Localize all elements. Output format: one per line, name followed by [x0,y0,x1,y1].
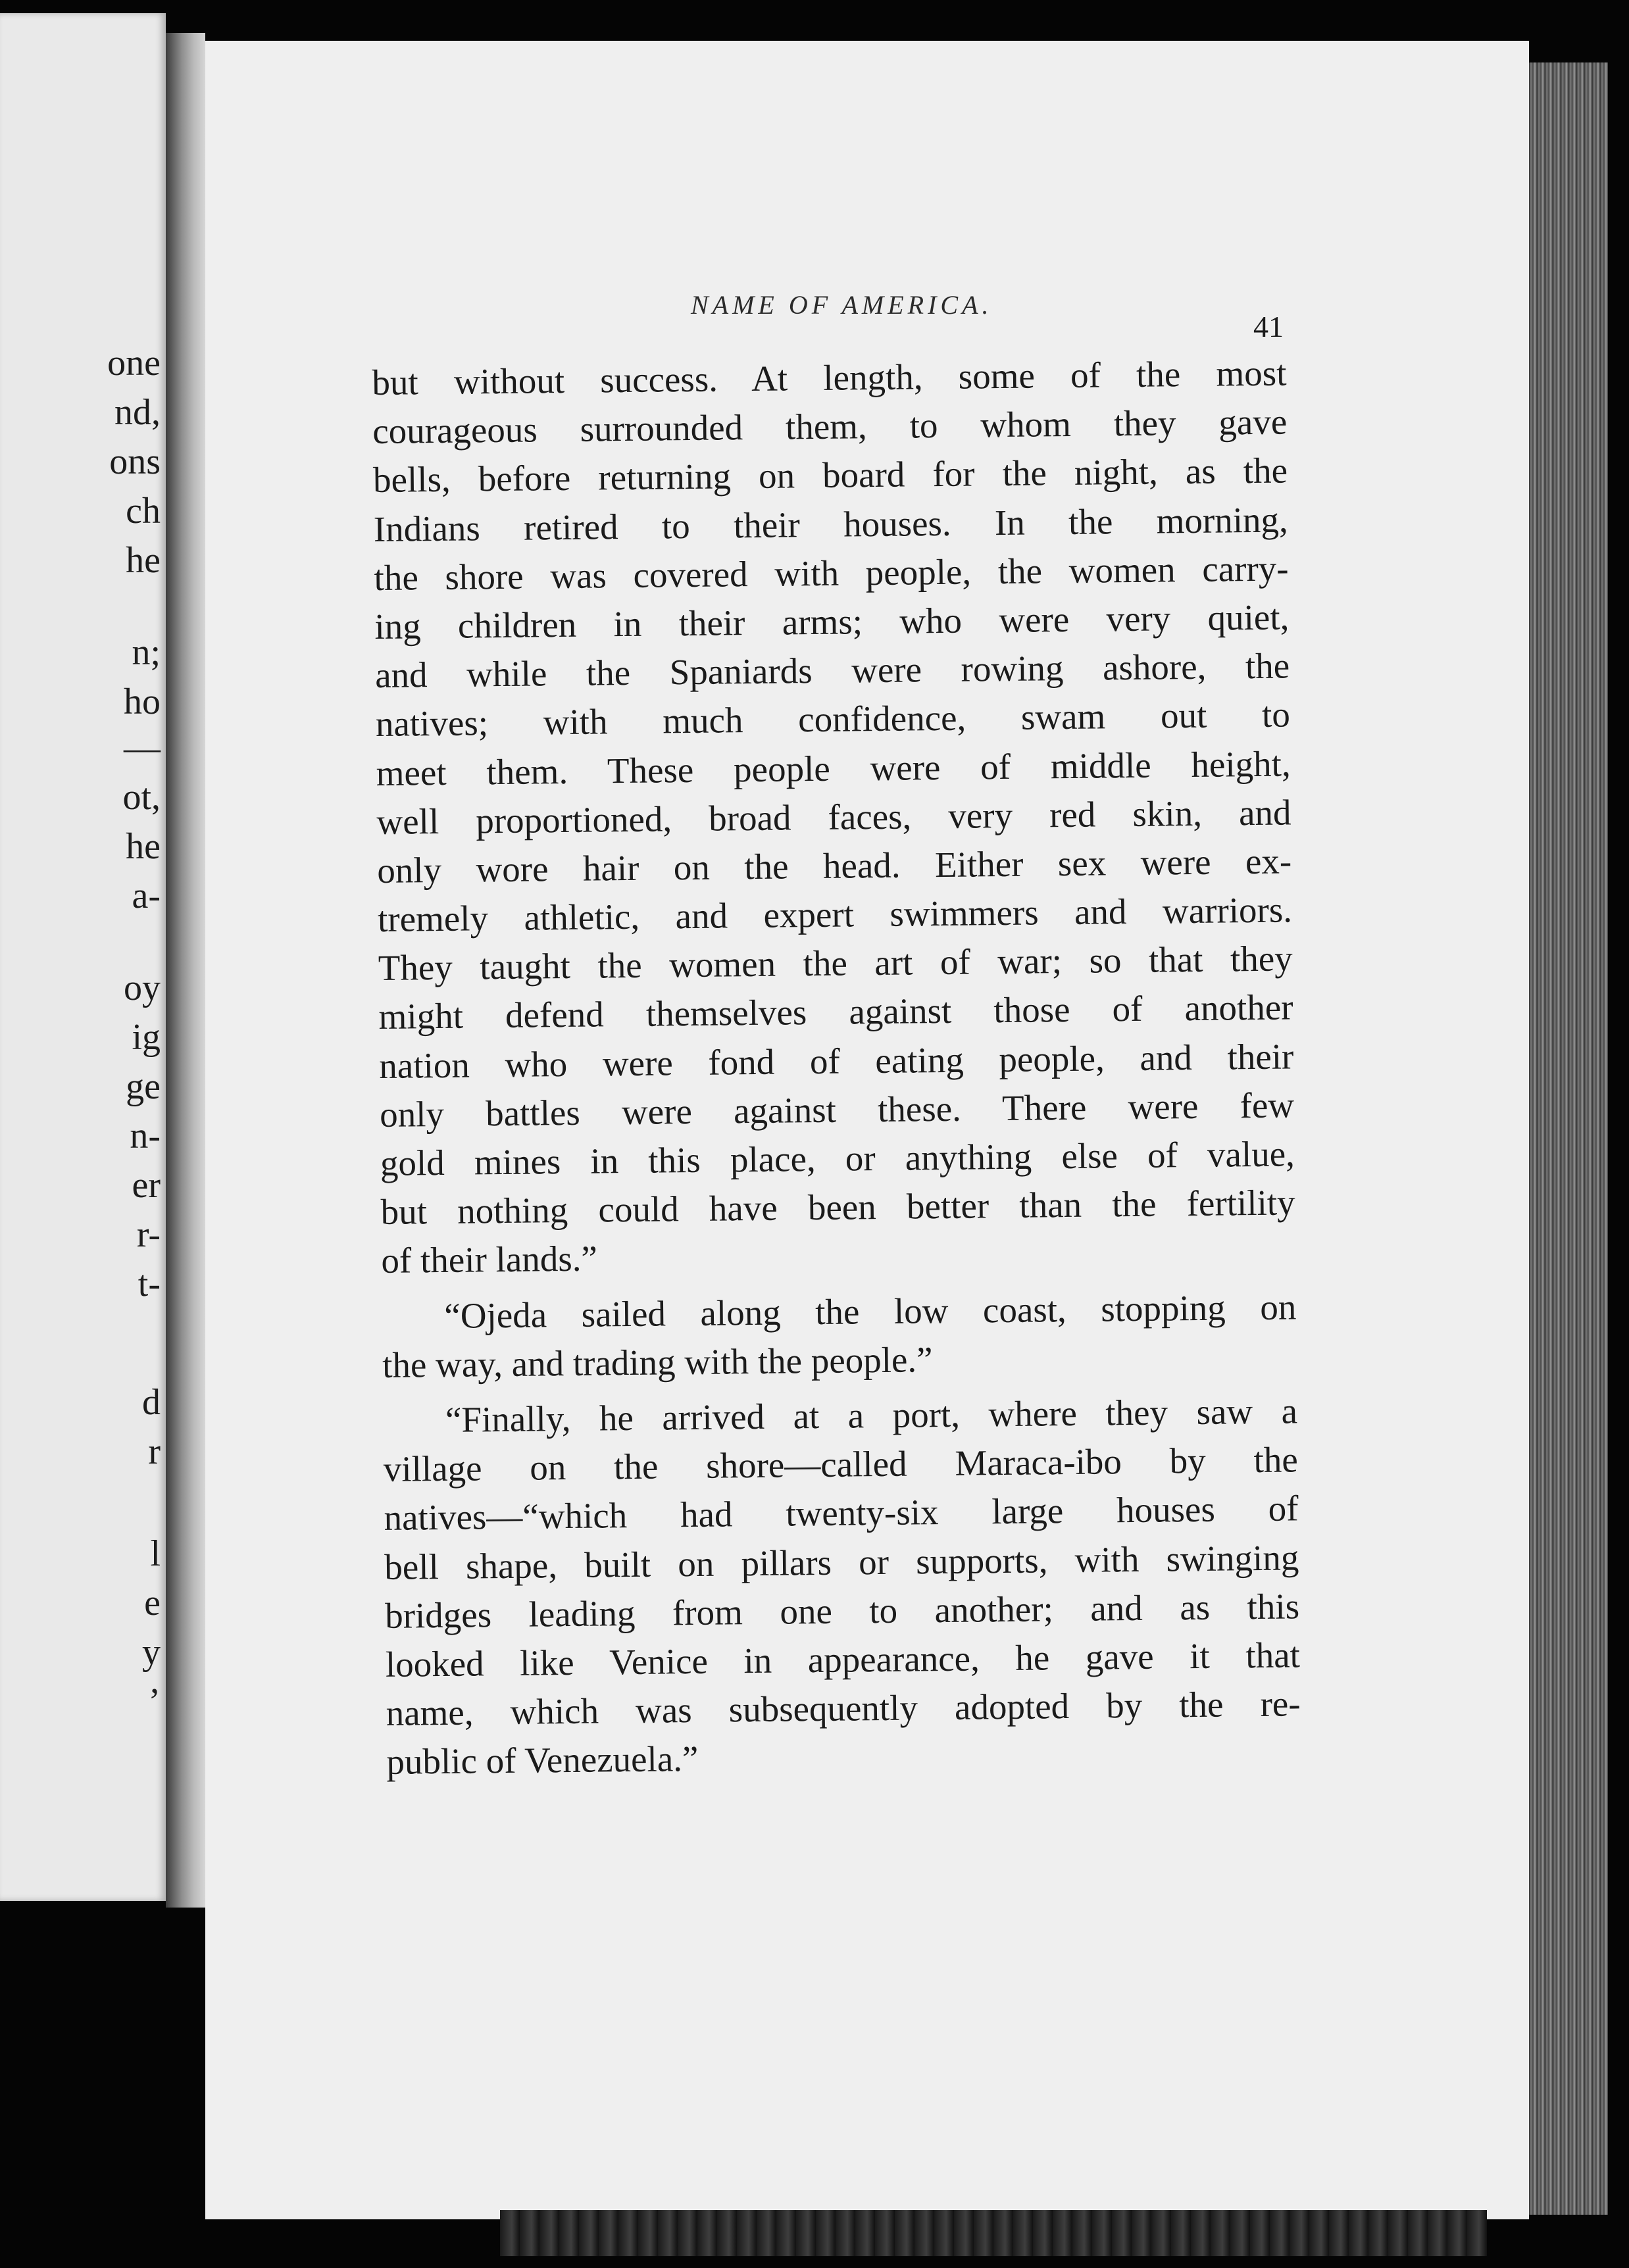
left-fragment: r [148,1431,161,1472]
left-fragment: d [142,1382,161,1423]
text-line: well proportioned, broad faces, very red skin, and [376,792,1291,842]
text-line: but nothing could have been better than the fertility [380,1182,1295,1233]
page-number: 41 [1253,310,1284,343]
left-fragment: ch [126,491,161,531]
left-fragment: he [126,540,161,581]
text-line: only wore hair on the head. Either sex were ex- [376,841,1292,891]
text-line: looked like Venice in appearance, he gave it that [385,1635,1301,1685]
left-fragment: ons [109,441,161,482]
text-line: gold mines in this place, or anything else of value, [380,1133,1295,1183]
text-line: name, which was subsequently adopted by the re- [386,1683,1301,1733]
left-fragment: e [144,1583,161,1623]
text-line: “Ojeda sailed along the low coast, stopping on [444,1286,1297,1336]
paragraph [372,349,1296,1285]
text-line: nation who were fond of eating people, and their [379,1036,1294,1086]
book-gutter [166,33,205,1908]
text-line: ing children in their arms; who were very quiet, [374,597,1290,647]
left-fragment: er [132,1165,161,1206]
text-line: public of Venezuela.” [386,1738,699,1783]
left-fragment: ho [124,681,161,722]
left-fragment: ge [126,1066,161,1107]
text-line: “Finally, he arrived at a port, where they saw a [445,1391,1298,1440]
left-fragment: he [126,826,161,867]
text-line: village on the shore—called Maraca-ibo by the [383,1439,1299,1490]
book-bottom-edge [500,2210,1487,2256]
text-line: bell shape, built on pillars or supports, with swinging [384,1537,1299,1587]
text-line: meet them. These people were of middle height, [376,743,1291,793]
text-line: of their lands.” [381,1238,598,1281]
text-line: courageous surrounded them, to whom they gave [372,401,1288,452]
left-fragment: — [124,727,161,768]
left-fragment: n- [130,1116,161,1156]
text-line: natives; with much confidence, swam out to [375,694,1291,745]
left-fragment: a- [132,875,161,916]
left-fragment: ’ [148,1681,161,1722]
paragraph [383,1387,1301,1787]
text-line: tremely athletic, and expert swimmers and warriors. [377,889,1293,940]
left-fragment: n; [132,632,161,673]
left-fragment: one [107,343,161,383]
left-fragment: r- [136,1214,161,1255]
left-fragment: t- [138,1264,161,1304]
text-line: They taught the women the art of war; so that they [378,938,1293,989]
text-line: Indians retired to their houses. In the morning, [373,499,1289,549]
left-fragment: y [142,1632,161,1673]
paragraph [382,1283,1297,1390]
left-fragment: nd, [114,392,161,433]
text-line: and while the Spaniards were rowing ashore, the [374,645,1290,696]
left-page [0,13,166,1901]
body-text [372,342,1301,1787]
left-fragment: l [150,1533,161,1574]
left-fragment: ot, [122,777,161,818]
text-line: but without success. At length, some of the most [372,353,1287,403]
page-edge [1529,62,1608,2215]
text-line: only battles were against these. There were few [379,1085,1295,1135]
text-line: the way, and trading with the people.” [382,1339,933,1385]
text-line: bridges leading from one to another; and as this [384,1586,1300,1636]
running-head: NAME OF AMERICA. [691,290,993,320]
text-line: natives—“which had twenty-six large houses of [384,1488,1299,1539]
left-fragment: oy [124,968,161,1008]
text-line: bells, before returning on board for the night, as the [372,450,1288,501]
text-line: the shore was covered with people, the women carry- [374,548,1289,598]
text-line: might defend themselves against those of another [378,987,1293,1037]
left-fragment: ig [132,1017,161,1058]
